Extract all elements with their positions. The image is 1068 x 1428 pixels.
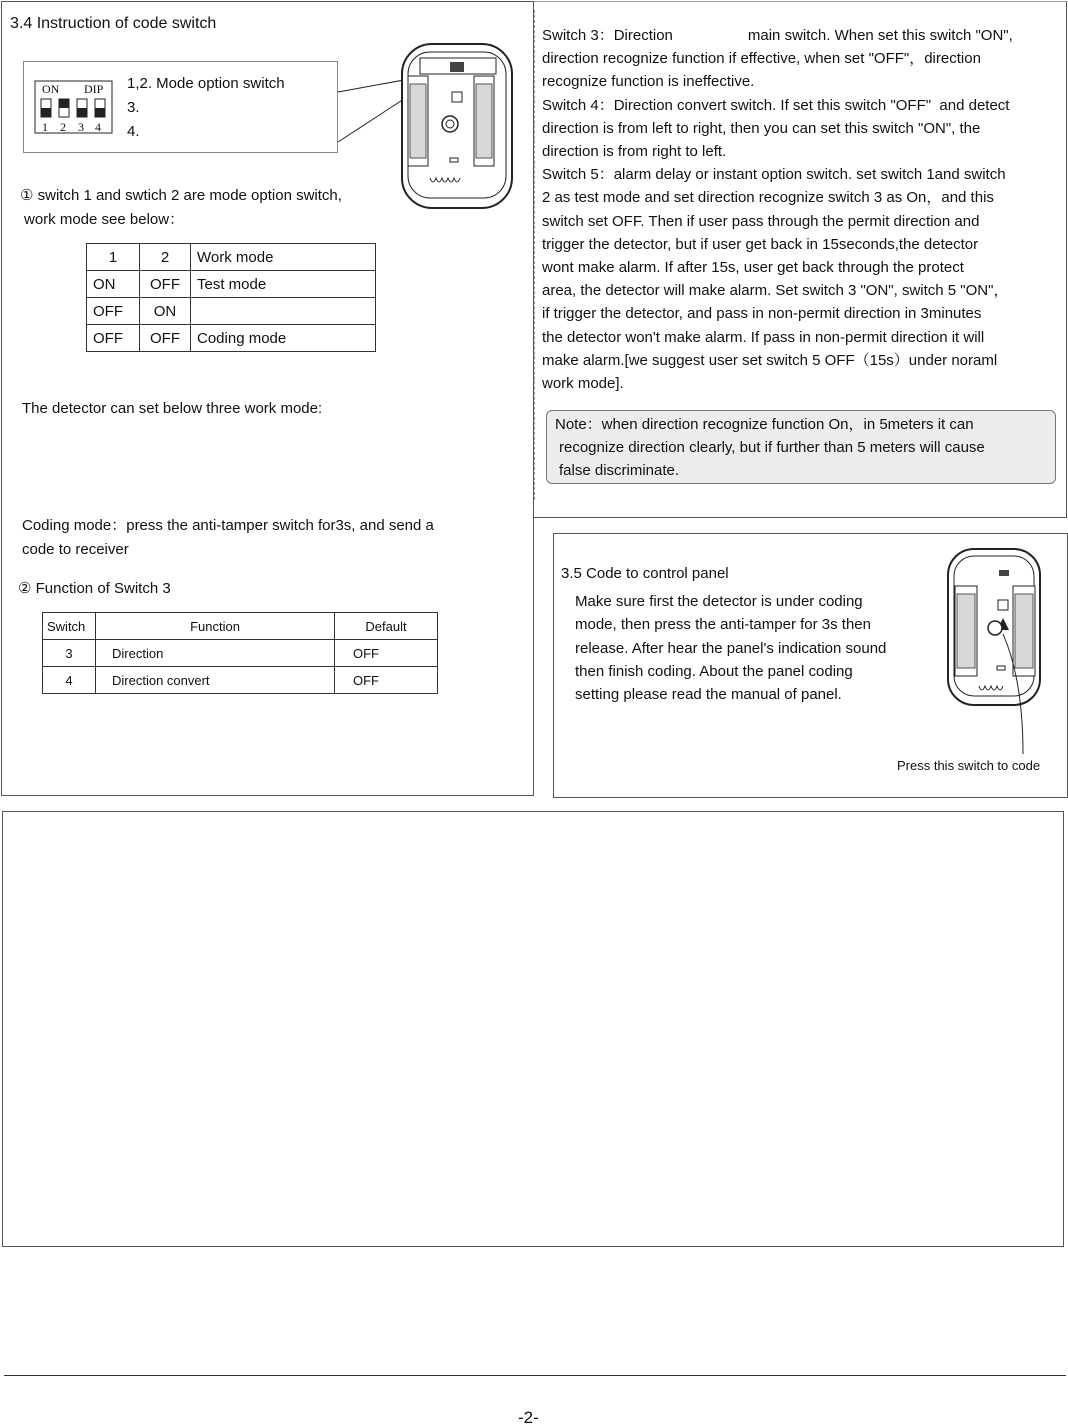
text-line: wont make alarm. If after 15s, user get back through the protect: [542, 259, 964, 277]
switch-function-table: [42, 612, 438, 694]
cell: OFF: [140, 325, 191, 352]
header-function: Function: [96, 613, 335, 640]
function-title: ② Function of Switch 3: [18, 580, 171, 597]
cell: OFF: [87, 325, 140, 352]
dip-number-3: 3: [78, 120, 84, 134]
dip-legend-line-2: 3.: [127, 99, 140, 116]
cell: OFF: [335, 640, 438, 667]
header-col-1: 1: [87, 244, 140, 271]
table-row: [43, 613, 438, 640]
cell: Coding mode: [191, 325, 376, 352]
text-line: trigger the detector, but if user get back in 15seconds,the detector: [542, 235, 979, 253]
text-line: area, the detector will make alarm. Set switch 3 "ON", switch 5 "ON"，: [542, 282, 1009, 300]
dip-legend-line-3: 4.: [127, 123, 140, 140]
press-switch-caption: Press this switch to code: [897, 758, 1041, 773]
table-row: [87, 298, 376, 325]
cell: 3: [43, 640, 96, 667]
text-line: direction is from right to left.: [542, 143, 727, 161]
table-row: [87, 325, 376, 352]
text-line: Switch 5：alarm delay or instant option switch. set switch 1and switch: [542, 166, 1006, 184]
text-line: the detector won't make alarm. If pass in non-permit direction it will: [542, 328, 985, 346]
table-row: [87, 244, 376, 271]
body-line: mode, then press the anti-tamper for 3s then: [575, 616, 871, 634]
text-line: recognize function is ineffective.: [542, 73, 755, 91]
cell: 4: [43, 667, 96, 694]
three-modes-text: The detector can set below three work mode:: [22, 400, 323, 417]
work-mode-table: [86, 243, 376, 352]
empty-lower-panel: [2, 811, 1064, 1247]
coding-mode-line-2: code to receiver: [22, 541, 129, 558]
footer-rule: [4, 1375, 1066, 1376]
cell: ON: [140, 298, 191, 325]
coding-mode-line-1: Coding mode：press the anti-tamper switch for3s, and send a: [22, 517, 434, 534]
text-line: Switch 4：Direction convert switch. If set this switch "OFF" and detect: [542, 96, 1010, 114]
mode-intro-line-2: work mode see below：: [24, 211, 185, 228]
cell: ON: [87, 271, 140, 298]
header-switch: Switch: [43, 613, 96, 640]
section-3-5-title: 3.5 Code to control panel: [561, 565, 729, 582]
header-col-mode: Work mode: [191, 244, 376, 271]
note-line: false discriminate.: [559, 462, 680, 479]
dip-on-label: ON: [42, 82, 60, 96]
cell: Direction: [96, 640, 335, 667]
body-line: then finish coding. About the panel coding: [575, 662, 853, 680]
page-number: -2-: [518, 1408, 539, 1427]
mode-intro-line-1: ① switch 1 and swtich 2 are mode option switch,: [20, 187, 342, 204]
text-line: if trigger the detector, and pass in non-permit direction in 3minutes: [542, 305, 982, 323]
table-row: [43, 640, 438, 667]
body-line: release. After hear the panel's indication sound: [575, 639, 887, 657]
body-line: Make sure first the detector is under coding: [575, 593, 863, 610]
text-line: make alarm.[we suggest user set switch 5 OFF（15s）under noraml: [542, 351, 998, 369]
cell: Test mode: [191, 271, 376, 298]
right-text-block: [542, 24, 1064, 395]
section-3-5-body: [575, 590, 886, 706]
dip-number-1: 1: [42, 120, 48, 134]
direction-note: [546, 410, 1056, 484]
detector-illustration-coding: [945, 546, 1045, 758]
body-line: setting please read the manual of panel.: [575, 686, 842, 704]
note-line: recognize direction clearly, but if further than 5 meters will cause: [559, 439, 985, 456]
detector-illustration: [398, 40, 518, 212]
section-3-4-title: 3.4 Instruction of code switch: [10, 15, 217, 32]
cell: OFF: [335, 667, 438, 694]
cell: Direction convert: [96, 667, 335, 694]
text-line: direction is from left to right, then you can set this switch "ON", the: [542, 119, 981, 137]
dip-number-2: 2: [60, 120, 66, 134]
note-line: Note：when direction recognize function On，in 5meters it can: [555, 416, 974, 433]
table-row: [43, 667, 438, 694]
text-line: work mode].: [542, 375, 624, 393]
header-col-2: 2: [140, 244, 191, 271]
cell: OFF: [140, 271, 191, 298]
table-row: [87, 271, 376, 298]
header-default: Default: [335, 613, 438, 640]
dip-legend-line-1: 1,2. Mode option switch: [127, 75, 285, 92]
text-line: 2 as test mode and set direction recognize switch 3 as On，and this: [542, 189, 994, 207]
cell: OFF: [87, 298, 140, 325]
dip-number-4: 4: [95, 120, 101, 134]
text-line: Switch 3：Direction main switch. When set this switch "ON",: [542, 27, 1013, 44]
dip-label: DIP: [84, 82, 104, 96]
text-line: direction recognize function if effective, when set "OFF"，direction: [542, 50, 981, 68]
cell: [191, 298, 376, 325]
text-line: switch set OFF. Then if user pass through the permit direction and: [542, 212, 980, 230]
